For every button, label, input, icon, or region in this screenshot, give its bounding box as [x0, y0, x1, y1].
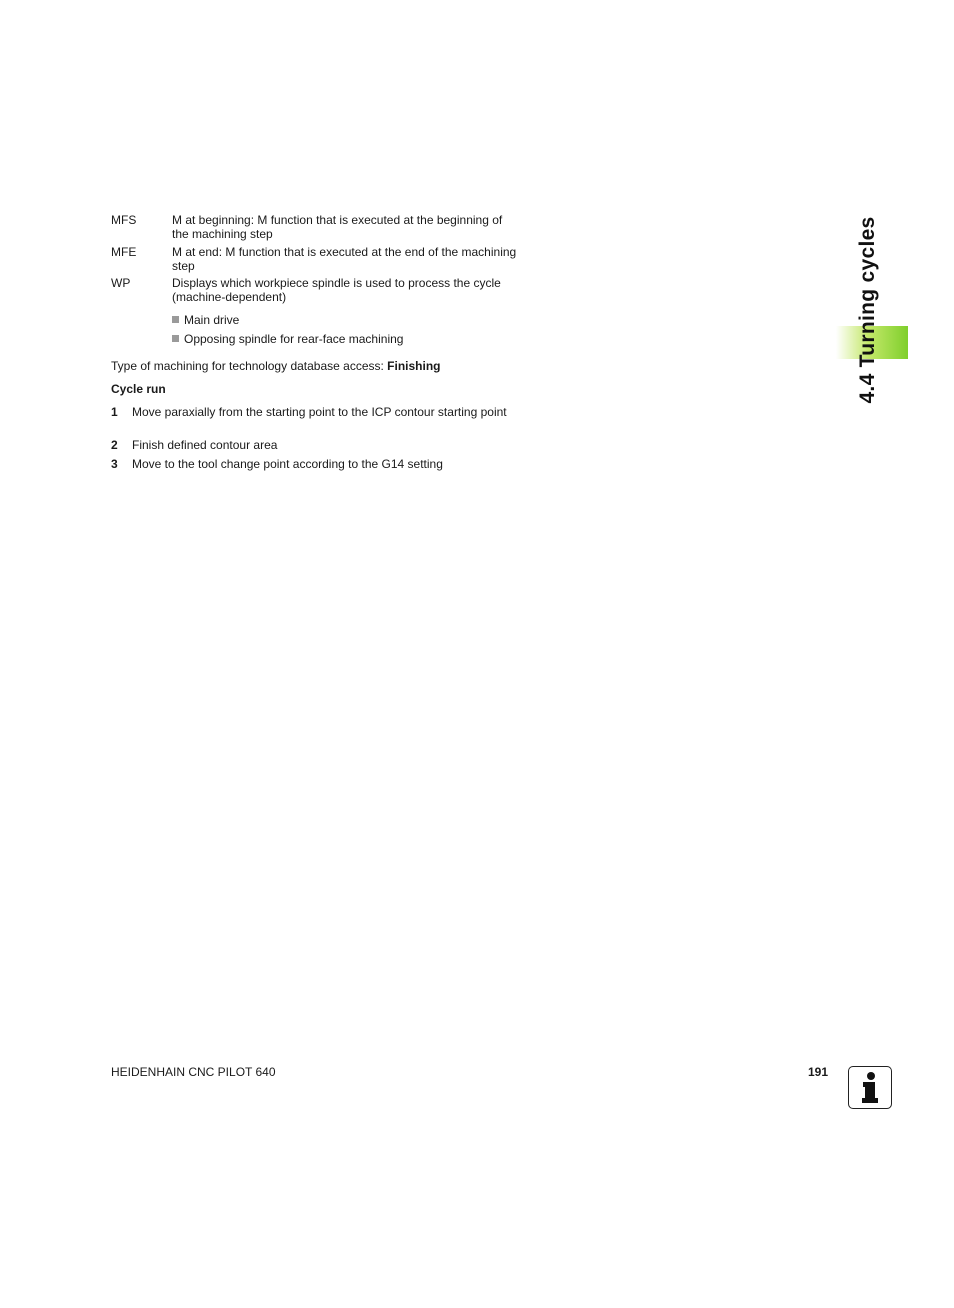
page-number: 191	[808, 1065, 829, 1079]
step-text: Move to the tool change point according to the G14 setting	[132, 457, 443, 471]
param-description: Displays which workpiece spindle is used to process the cycle (machine-dependent)	[172, 276, 501, 304]
param-description: M at end: M function that is executed at the end of the machining step	[172, 245, 517, 273]
tech-db-value: Finishing	[387, 359, 441, 373]
wp-option-main-drive	[172, 313, 239, 327]
step-text: Move paraxially from the starting point to the ICP contour starting point	[132, 405, 507, 419]
param-code: MFS	[111, 213, 137, 227]
wp-option-label: Main drive	[184, 313, 240, 327]
param-code: WP	[111, 276, 131, 290]
tech-db-label: Type of machining for technology database access:	[111, 359, 388, 373]
cycle-run-heading: Cycle run	[111, 382, 166, 396]
info-glyph	[849, 1067, 890, 1107]
wp-option-label: Opposing spindle for rear-face machining	[184, 332, 404, 346]
footer-product: HEIDENHAIN CNC PILOT 640	[111, 1065, 276, 1079]
tech-db-line	[111, 359, 441, 373]
square-bullet-icon	[172, 335, 179, 342]
param-description: M at beginning: M function that is executed at the beginning of the machining step	[172, 213, 503, 241]
info-icon	[848, 1066, 892, 1109]
step-text: Finish defined contour area	[132, 438, 278, 452]
param-code: MFE	[111, 245, 137, 259]
section-title: 4.4 Turning cycles	[856, 216, 879, 404]
step-number: 2	[111, 438, 118, 452]
step-number: 1	[111, 405, 118, 419]
square-bullet-icon	[172, 316, 179, 323]
step-number: 3	[111, 457, 118, 471]
wp-option-opposing-spindle	[172, 332, 403, 346]
